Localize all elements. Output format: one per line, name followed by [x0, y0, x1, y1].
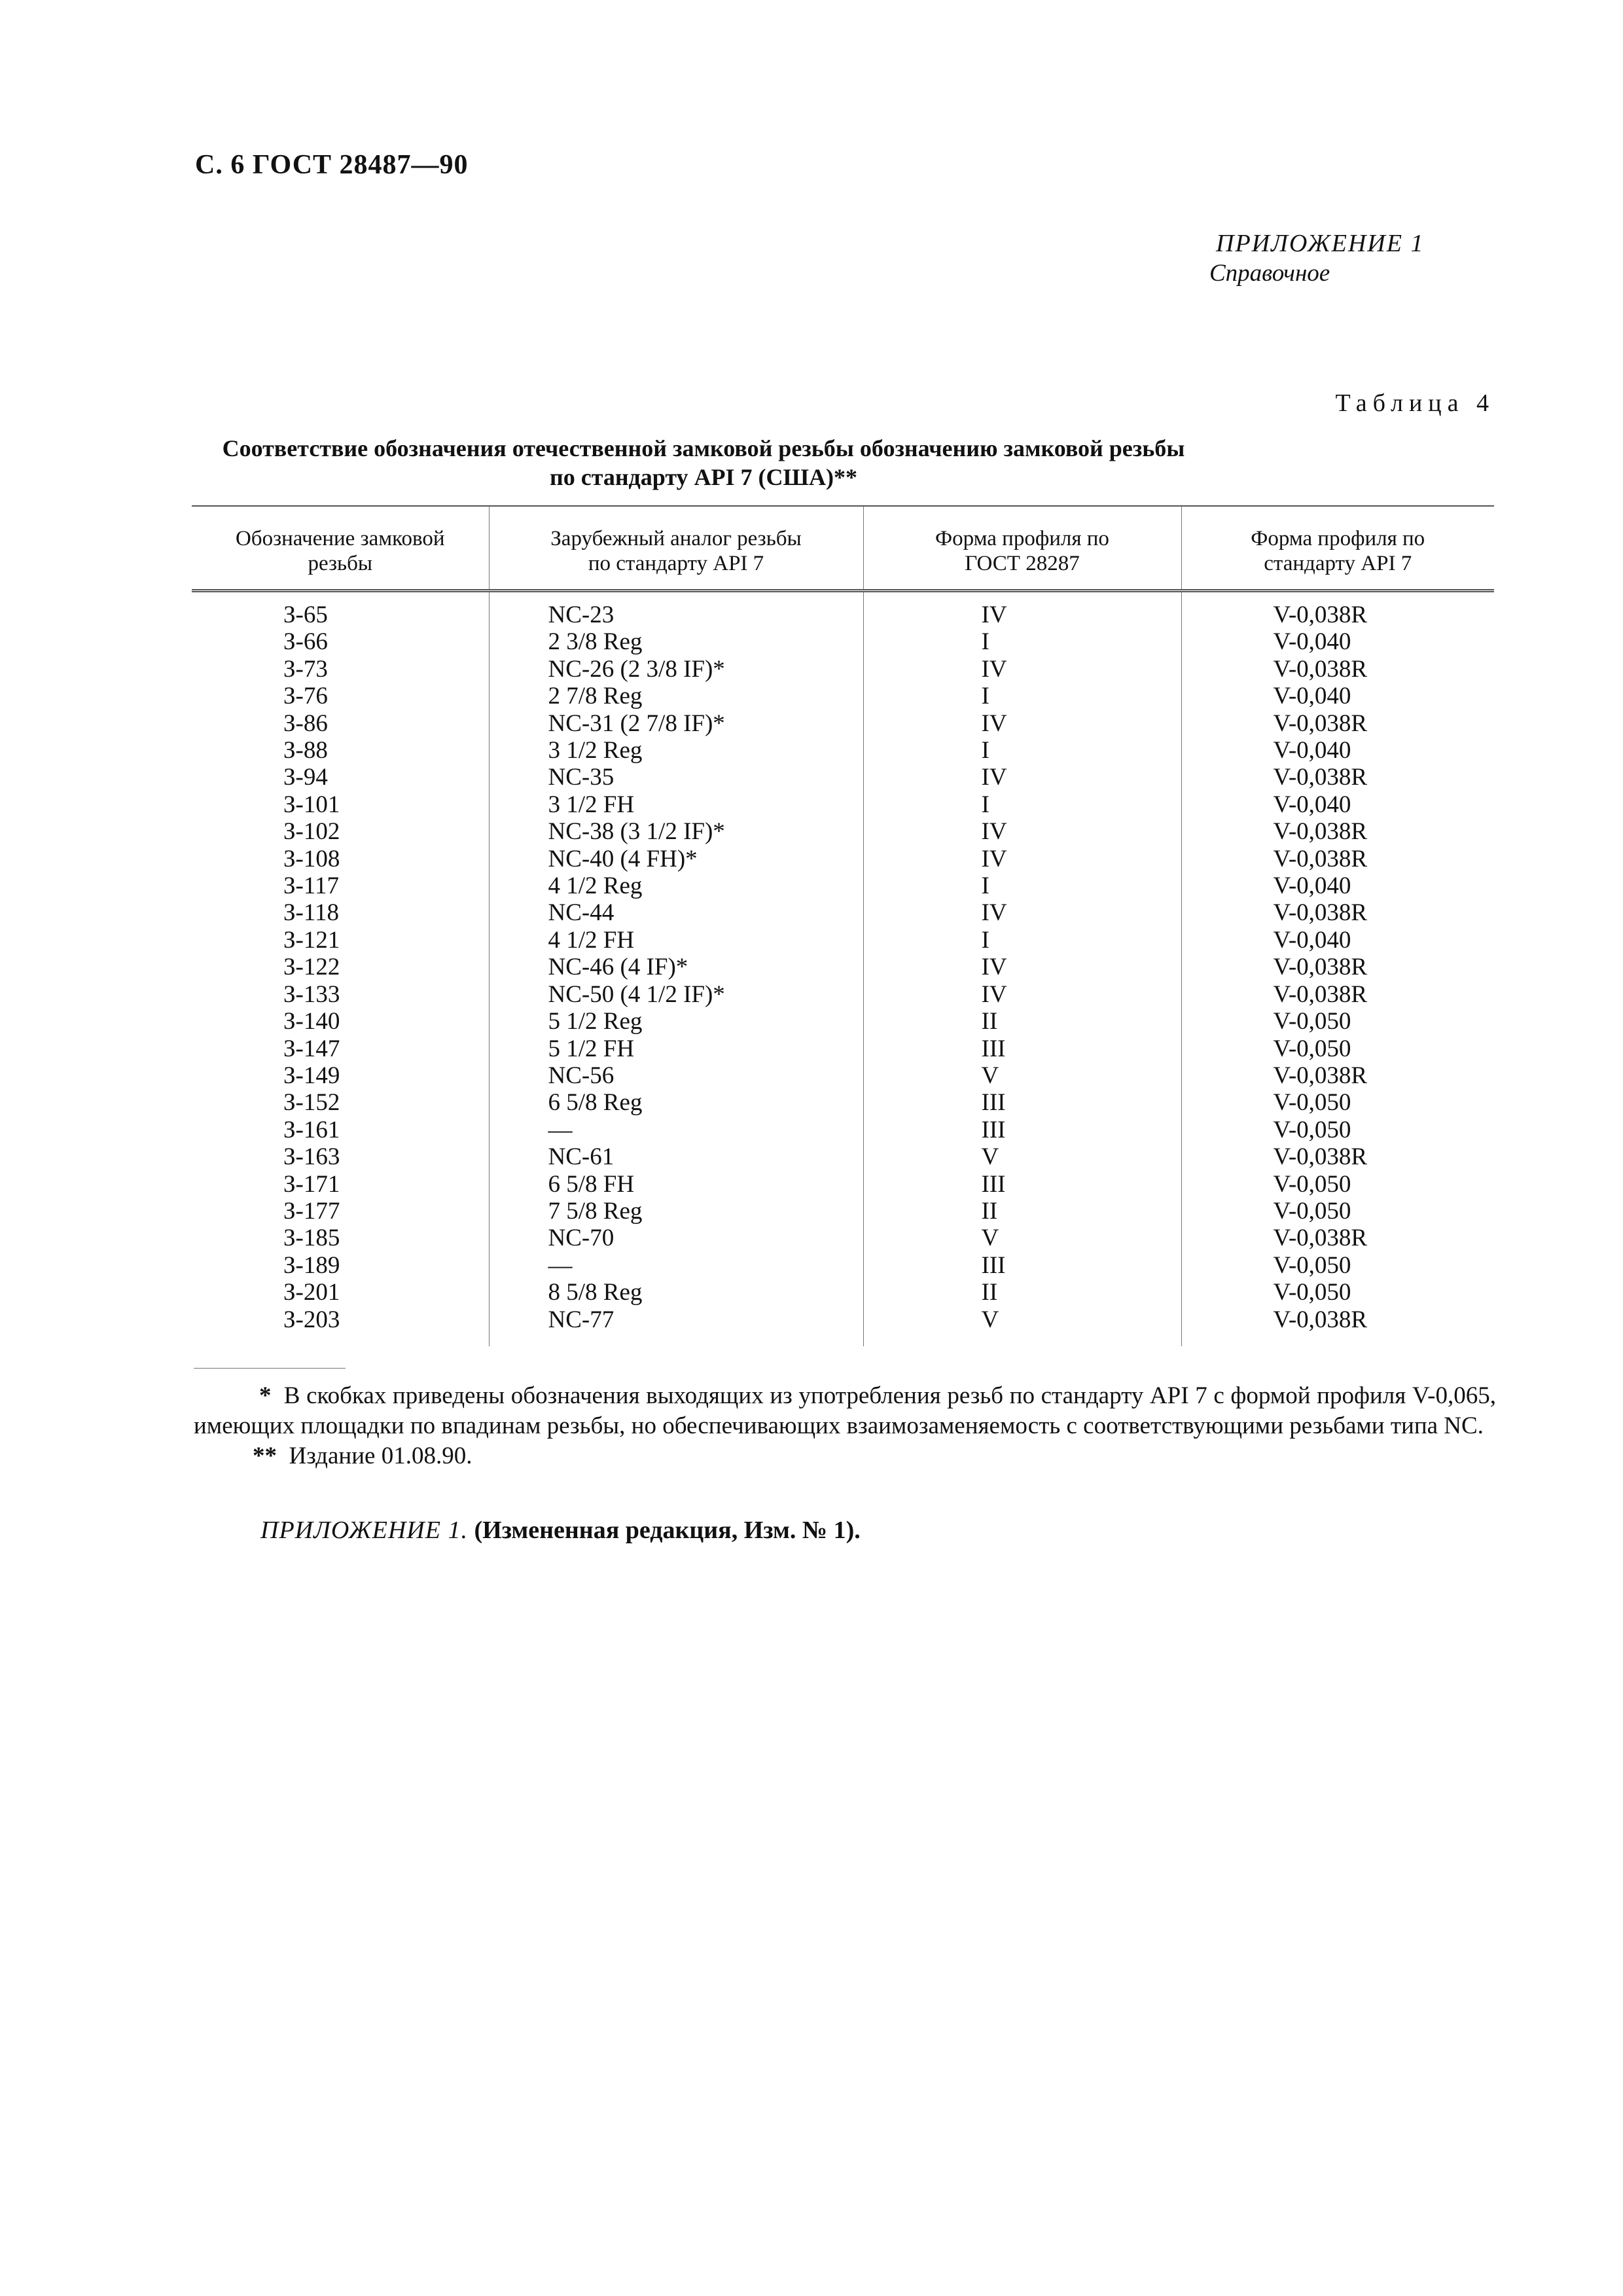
column-header-api-profile [1181, 506, 1494, 591]
table-row [192, 1306, 1494, 1346]
cell-api-profile: V-0,040 [1181, 683, 1494, 709]
cell-api-analog: NC-26 (2 3/8 IF)* [489, 656, 863, 683]
table-header-row [192, 506, 1494, 591]
table-row [192, 1279, 1494, 1306]
cell-api-profile: V-0,038R [1181, 1062, 1494, 1089]
cell-api-profile: V-0,038R [1181, 710, 1494, 737]
cell-domestic-thread: З-149 [283, 1062, 340, 1089]
cell-api-profile: V-0,040 [1181, 737, 1494, 764]
cell-gost-profile: III [863, 1252, 1181, 1279]
cell-api-profile: V-0,050 [1181, 1008, 1494, 1035]
cell-gost-profile: V [863, 1225, 1181, 1251]
cell-api-analog: NC-38 (3 1/2 IF)* [489, 818, 863, 845]
cell-gost-profile: I [863, 737, 1181, 764]
cell-domestic-thread: З-108 [283, 845, 340, 872]
table-row [192, 1089, 1494, 1116]
table-row [192, 591, 1494, 629]
table-row [192, 791, 1494, 818]
cell-domestic-thread: З-118 [283, 899, 339, 927]
table-caption [190, 434, 1217, 492]
cell-api-profile: V-0,038R [1181, 1143, 1494, 1170]
cell-domestic-thread: З-73 [283, 655, 328, 683]
cell-api-analog: NC-23 [489, 591, 863, 629]
cell-api-analog: NC-31 (2 7/8 IF)* [489, 710, 863, 737]
cell-api-profile: V-0,050 [1181, 1198, 1494, 1225]
cell-api-profile: V-0,040 [1181, 791, 1494, 818]
cell-domestic-thread: З-133 [283, 980, 340, 1008]
cell-api-analog: NC-77 [489, 1306, 863, 1346]
table-number: Таблица 4 [1335, 389, 1495, 417]
cell-domestic-thread: З-201 [283, 1279, 340, 1306]
footnotes [194, 1381, 1496, 1471]
column-header-line: резьбы [308, 552, 373, 575]
cell-api-profile: V-0,050 [1181, 1035, 1494, 1062]
cell-domestic-thread: З-185 [283, 1225, 340, 1252]
table-row [192, 1008, 1494, 1035]
cell-api-analog: NC-50 (4 1/2 IF)* [489, 981, 863, 1008]
cell-api-profile: V-0,040 [1181, 628, 1494, 655]
cell-api-analog: NC-40 (4 FH)* [489, 846, 863, 872]
table-row [192, 872, 1494, 899]
table-row [192, 818, 1494, 845]
cell-domestic-thread: З-163 [283, 1143, 340, 1171]
cell-gost-profile: V [863, 1306, 1181, 1346]
footnote-divider [194, 1368, 346, 1369]
column-header-api-analog [489, 506, 863, 591]
cell-domestic-thread: З-102 [283, 818, 340, 846]
table-row [192, 846, 1494, 872]
cell-api-profile: V-0,038R [1181, 818, 1494, 845]
table-row [192, 656, 1494, 683]
cell-domestic-thread: З-152 [283, 1089, 340, 1117]
cell-gost-profile: III [863, 1117, 1181, 1143]
table-row [192, 899, 1494, 926]
cell-domestic-thread: З-94 [283, 764, 328, 791]
column-header-line: по стандарту API 7 [588, 552, 764, 575]
cell-api-profile: V-0,038R [1181, 846, 1494, 872]
table-row [192, 737, 1494, 764]
amendment-appendix-ref: ПРИЛОЖЕНИЕ 1. [260, 1516, 468, 1544]
column-header-domestic-thread [192, 506, 489, 591]
cell-domestic-thread: З-88 [283, 737, 328, 764]
cell-domestic-thread: З-171 [283, 1170, 340, 1198]
page-header: С. 6 ГОСТ 28487—90 [195, 150, 469, 180]
cell-gost-profile: II [863, 1198, 1181, 1225]
cell-api-analog: 4 1/2 Reg [489, 872, 863, 899]
table-row [192, 683, 1494, 709]
cell-gost-profile: IV [863, 710, 1181, 737]
column-header-gost-profile [863, 506, 1181, 591]
table-row [192, 1143, 1494, 1170]
cell-api-analog: NC-56 [489, 1062, 863, 1089]
cell-api-analog: 2 7/8 Reg [489, 683, 863, 709]
table-row [192, 1252, 1494, 1279]
cell-api-analog: 5 1/2 FH [489, 1035, 863, 1062]
column-header-line: Зарубежный аналог резьбы [550, 527, 802, 550]
cell-api-analog: NC-61 [489, 1143, 863, 1170]
cell-gost-profile: I [863, 791, 1181, 818]
cell-api-profile: V-0,038R [1181, 954, 1494, 980]
table-row [192, 1035, 1494, 1062]
column-header-line: стандарту API 7 [1264, 552, 1412, 575]
cell-api-profile: V-0,038R [1181, 591, 1494, 629]
column-header-line: ГОСТ 28287 [965, 552, 1080, 575]
table-caption-line-1: Соответствие обозначения отечественной замковой резьбы обозначению замковой резьбы [222, 435, 1185, 461]
cell-gost-profile: I [863, 872, 1181, 899]
cell-api-profile: V-0,038R [1181, 764, 1494, 791]
cell-api-profile: V-0,038R [1181, 981, 1494, 1008]
cell-api-analog: NC-46 (4 IF)* [489, 954, 863, 980]
table-row [192, 1171, 1494, 1198]
cell-gost-profile: I [863, 628, 1181, 655]
thread-correspondence-table [192, 505, 1494, 1346]
cell-api-analog: NC-70 [489, 1225, 863, 1251]
cell-gost-profile: V [863, 1143, 1181, 1170]
footnote-1 [194, 1381, 1496, 1441]
column-header-line: Форма профиля по [935, 527, 1109, 550]
cell-api-profile: V-0,040 [1181, 872, 1494, 899]
appendix-subtitle: Справочное [1209, 260, 1330, 287]
amendment-note [260, 1516, 861, 1545]
cell-gost-profile: II [863, 1279, 1181, 1306]
appendix-title: ПРИЛОЖЕНИЕ 1 [1216, 230, 1425, 257]
cell-gost-profile: IV [863, 899, 1181, 926]
table-caption-line-2: по стандарту API 7 (США)** [549, 464, 858, 490]
cell-domestic-thread: З-86 [283, 709, 328, 737]
cell-api-profile: V-0,038R [1181, 656, 1494, 683]
cell-api-analog: 6 5/8 FH [489, 1171, 863, 1198]
cell-domestic-thread: З-101 [283, 791, 340, 818]
cell-api-profile: V-0,050 [1181, 1279, 1494, 1306]
appendix-heading [1106, 229, 1499, 287]
cell-gost-profile: IV [863, 846, 1181, 872]
cell-api-analog: 2 3/8 Reg [489, 628, 863, 655]
cell-api-analog: — [489, 1252, 863, 1279]
cell-api-analog: 5 1/2 Reg [489, 1008, 863, 1035]
table-row [192, 1062, 1494, 1089]
cell-domestic-thread: З-117 [283, 872, 339, 900]
footnote-2-mark: ** [253, 1443, 277, 1469]
cell-api-profile: V-0,050 [1181, 1252, 1494, 1279]
cell-domestic-thread: З-66 [283, 628, 328, 656]
table-row [192, 981, 1494, 1008]
cell-domestic-thread: З-121 [283, 926, 340, 954]
table-row [192, 710, 1494, 737]
cell-gost-profile: III [863, 1171, 1181, 1198]
cell-api-profile: V-0,038R [1181, 899, 1494, 926]
cell-api-analog: — [489, 1117, 863, 1143]
cell-gost-profile: I [863, 683, 1181, 709]
cell-api-profile: V-0,050 [1181, 1089, 1494, 1116]
table-row [192, 927, 1494, 954]
cell-domestic-thread: З-140 [283, 1008, 340, 1035]
cell-gost-profile: IV [863, 656, 1181, 683]
table-row [192, 954, 1494, 980]
cell-api-analog: 3 1/2 Reg [489, 737, 863, 764]
cell-gost-profile: IV [863, 818, 1181, 845]
cell-api-analog: NC-44 [489, 899, 863, 926]
cell-domestic-thread: З-76 [283, 683, 328, 710]
table-body [192, 591, 1494, 1346]
cell-domestic-thread: З-122 [283, 954, 340, 981]
cell-domestic-thread: З-177 [283, 1197, 340, 1225]
cell-domestic-thread: З-203 [283, 1306, 340, 1333]
footnote-1-text: В скобках приведены обозначения выходящих из употребления резьб по стандарту API 7 с формой профиля V-0,065, имеющих площадки по впадинам резьбы, но обеспечивающих взаимозаменяемость с соответствующими резьбами типа NC. [194, 1382, 1496, 1439]
cell-gost-profile: IV [863, 591, 1181, 629]
table-row [192, 1225, 1494, 1251]
table-row [192, 628, 1494, 655]
table-row [192, 764, 1494, 791]
cell-api-analog: 6 5/8 Reg [489, 1089, 863, 1116]
footnote-2 [194, 1441, 1496, 1471]
cell-gost-profile: III [863, 1089, 1181, 1116]
cell-gost-profile: II [863, 1008, 1181, 1035]
cell-domestic-thread: З-161 [283, 1116, 340, 1143]
cell-api-profile: V-0,038R [1181, 1306, 1494, 1346]
cell-api-analog: NC-35 [489, 764, 863, 791]
cell-gost-profile: V [863, 1062, 1181, 1089]
cell-gost-profile: IV [863, 981, 1181, 1008]
cell-api-profile: V-0,040 [1181, 927, 1494, 954]
table-row [192, 1117, 1494, 1143]
cell-domestic-thread: З-147 [283, 1035, 340, 1062]
cell-api-analog: 8 5/8 Reg [489, 1279, 863, 1306]
table-row [192, 1198, 1494, 1225]
column-header-line: Обозначение замковой [235, 527, 445, 550]
cell-api-analog: 3 1/2 FH [489, 791, 863, 818]
cell-gost-profile: IV [863, 764, 1181, 791]
amendment-revision: (Измененная редакция, Изм. № 1). [474, 1516, 861, 1544]
cell-api-analog: 4 1/2 FH [489, 927, 863, 954]
cell-gost-profile: IV [863, 954, 1181, 980]
cell-domestic-thread: З-65 [283, 601, 328, 628]
cell-api-profile: V-0,050 [1181, 1171, 1494, 1198]
cell-domestic-thread: З-189 [283, 1251, 340, 1279]
cell-api-profile: V-0,038R [1181, 1225, 1494, 1251]
cell-gost-profile: III [863, 1035, 1181, 1062]
cell-api-analog: 7 5/8 Reg [489, 1198, 863, 1225]
footnote-2-text: Издание 01.08.90. [289, 1443, 473, 1469]
column-header-line: Форма профиля по [1251, 527, 1425, 550]
cell-gost-profile: I [863, 927, 1181, 954]
footnote-1-mark: * [259, 1382, 272, 1409]
cell-api-profile: V-0,050 [1181, 1117, 1494, 1143]
